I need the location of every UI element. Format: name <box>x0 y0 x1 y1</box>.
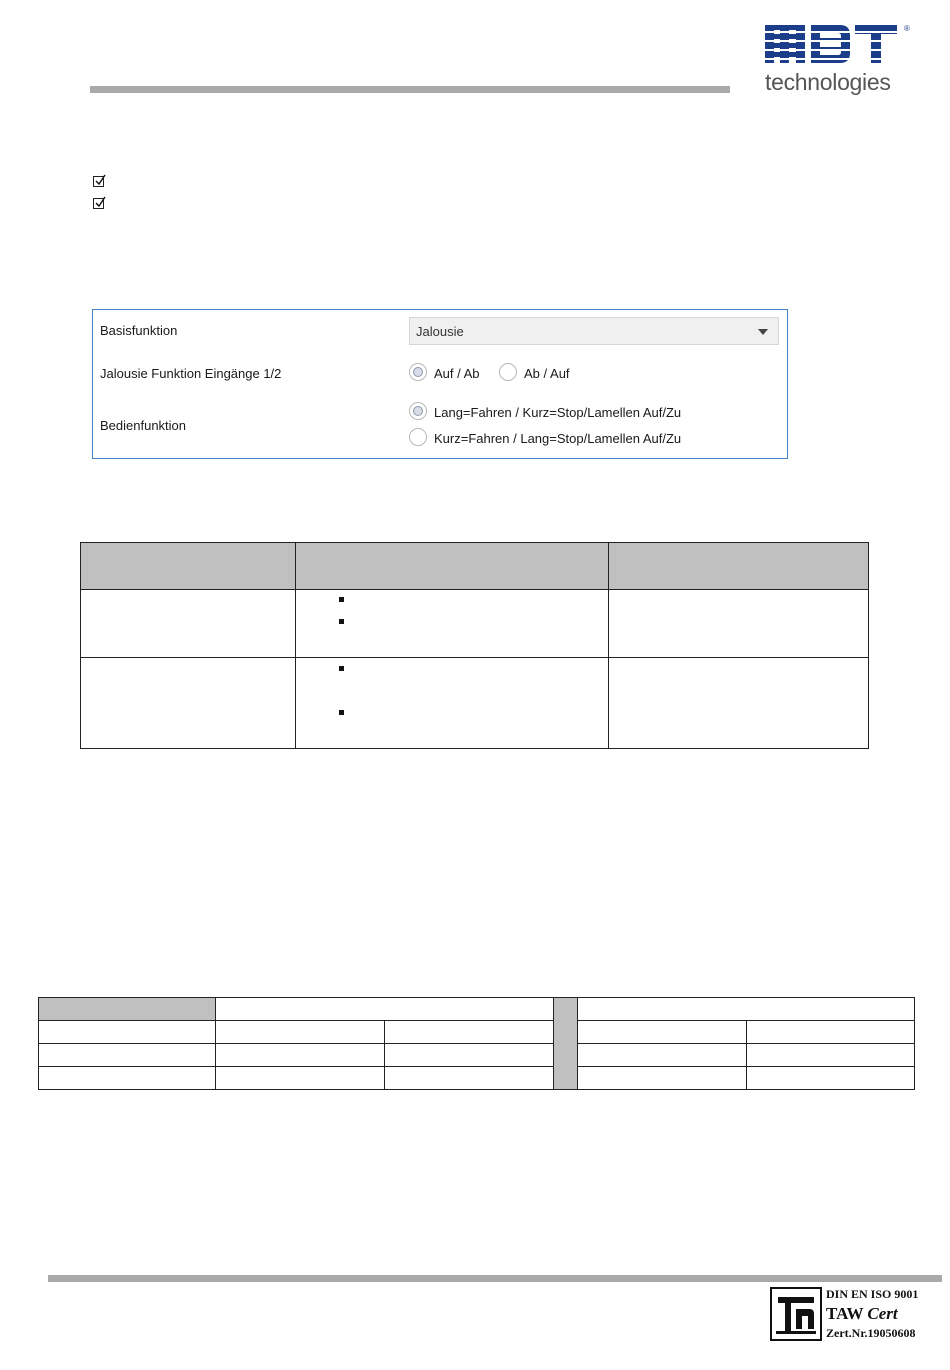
function-table <box>80 542 869 749</box>
basisfunktion-label: Basisfunktion <box>100 323 178 338</box>
checked-box-icon <box>93 198 104 209</box>
bullet-item <box>296 704 608 726</box>
radio-kurz-fahren-label: Kurz=Fahren / Lang=Stop/Lamellen Auf/Zu <box>434 431 682 446</box>
mdt-logo <box>762 22 912 100</box>
bedienfunktion-label: Bedienfunktion <box>100 418 187 433</box>
bullet-icon <box>339 710 344 715</box>
radio-auf-ab-label: Auf / Ab <box>434 366 480 381</box>
table-header-cell <box>81 543 296 590</box>
table-cell <box>216 1021 385 1044</box>
table-cell <box>578 1044 747 1067</box>
cert-text: Cert <box>867 1304 898 1323</box>
table-cell <box>578 1067 747 1090</box>
table-row <box>81 658 869 749</box>
bullet-item <box>296 613 608 635</box>
logo-subtitle: technologies <box>765 69 891 95</box>
bullet-item <box>296 591 608 613</box>
bullet-icon <box>339 597 344 602</box>
table-cell <box>609 590 869 658</box>
table-header-cell <box>216 998 554 1021</box>
basisfunktion-value: Jalousie <box>416 324 464 339</box>
bullet-icon <box>339 619 344 624</box>
radio-ab-auf-label: Ab / Auf <box>524 366 570 381</box>
parameter-dialog <box>92 309 788 459</box>
radio-kurz-fahren[interactable] <box>409 428 427 446</box>
table-header-row <box>81 543 869 590</box>
iso-norm-text: DIN EN ISO 9001 <box>826 1287 919 1301</box>
table-row <box>81 590 869 658</box>
certification-logo <box>770 1287 822 1341</box>
table-cell <box>578 1021 747 1044</box>
table-cell <box>747 1021 915 1044</box>
radio-lang-fahren-label: Lang=Fahren / Kurz=Stop/Lamellen Auf/Zu <box>434 405 682 420</box>
table-cell <box>81 658 296 749</box>
certificate-number: Zert.Nr.19050608 <box>826 1326 916 1340</box>
radio-ab-auf[interactable] <box>499 363 517 381</box>
table-cell <box>385 1021 554 1044</box>
radio-auf-ab[interactable] <box>409 363 427 381</box>
bullet-item <box>296 660 608 704</box>
table-cell <box>609 658 869 749</box>
table-cell <box>747 1067 915 1090</box>
registered-mark: ® <box>904 24 910 33</box>
basisfunktion-select[interactable] <box>409 317 779 345</box>
table-row <box>39 1021 915 1044</box>
table-cell <box>296 590 609 658</box>
bullet-icon <box>339 666 344 671</box>
table-row <box>39 1067 915 1090</box>
table-cell <box>385 1044 554 1067</box>
table-cell <box>385 1067 554 1090</box>
checked-box-icon <box>93 176 104 187</box>
table-header-cell <box>609 543 869 590</box>
table-header-cell <box>296 543 609 590</box>
table-cell <box>216 1044 385 1067</box>
table-separator-cell <box>554 998 578 1090</box>
table-cell <box>39 1021 216 1044</box>
radio-lang-fahren[interactable] <box>409 402 427 420</box>
table-row <box>39 998 915 1021</box>
table-cell <box>216 1067 385 1090</box>
table-cell <box>39 1067 216 1090</box>
table-header-cell <box>578 998 915 1021</box>
taw-text: TAW <box>826 1304 864 1323</box>
jalousie-funktion-label: Jalousie Funktion Eingänge 1/2 <box>100 366 282 381</box>
table-cell <box>39 1044 216 1067</box>
footer-rule <box>48 1275 942 1282</box>
taw-cert-text <box>826 1304 898 1324</box>
object-table <box>38 997 915 1090</box>
table-header-cell <box>39 998 216 1021</box>
mdt-logo-mark <box>762 22 902 66</box>
table-cell <box>747 1044 915 1067</box>
table-cell <box>296 658 609 749</box>
table-row <box>39 1044 915 1067</box>
table-cell <box>81 590 296 658</box>
header-rule <box>90 86 730 93</box>
dropdown-arrow-icon <box>758 329 768 335</box>
